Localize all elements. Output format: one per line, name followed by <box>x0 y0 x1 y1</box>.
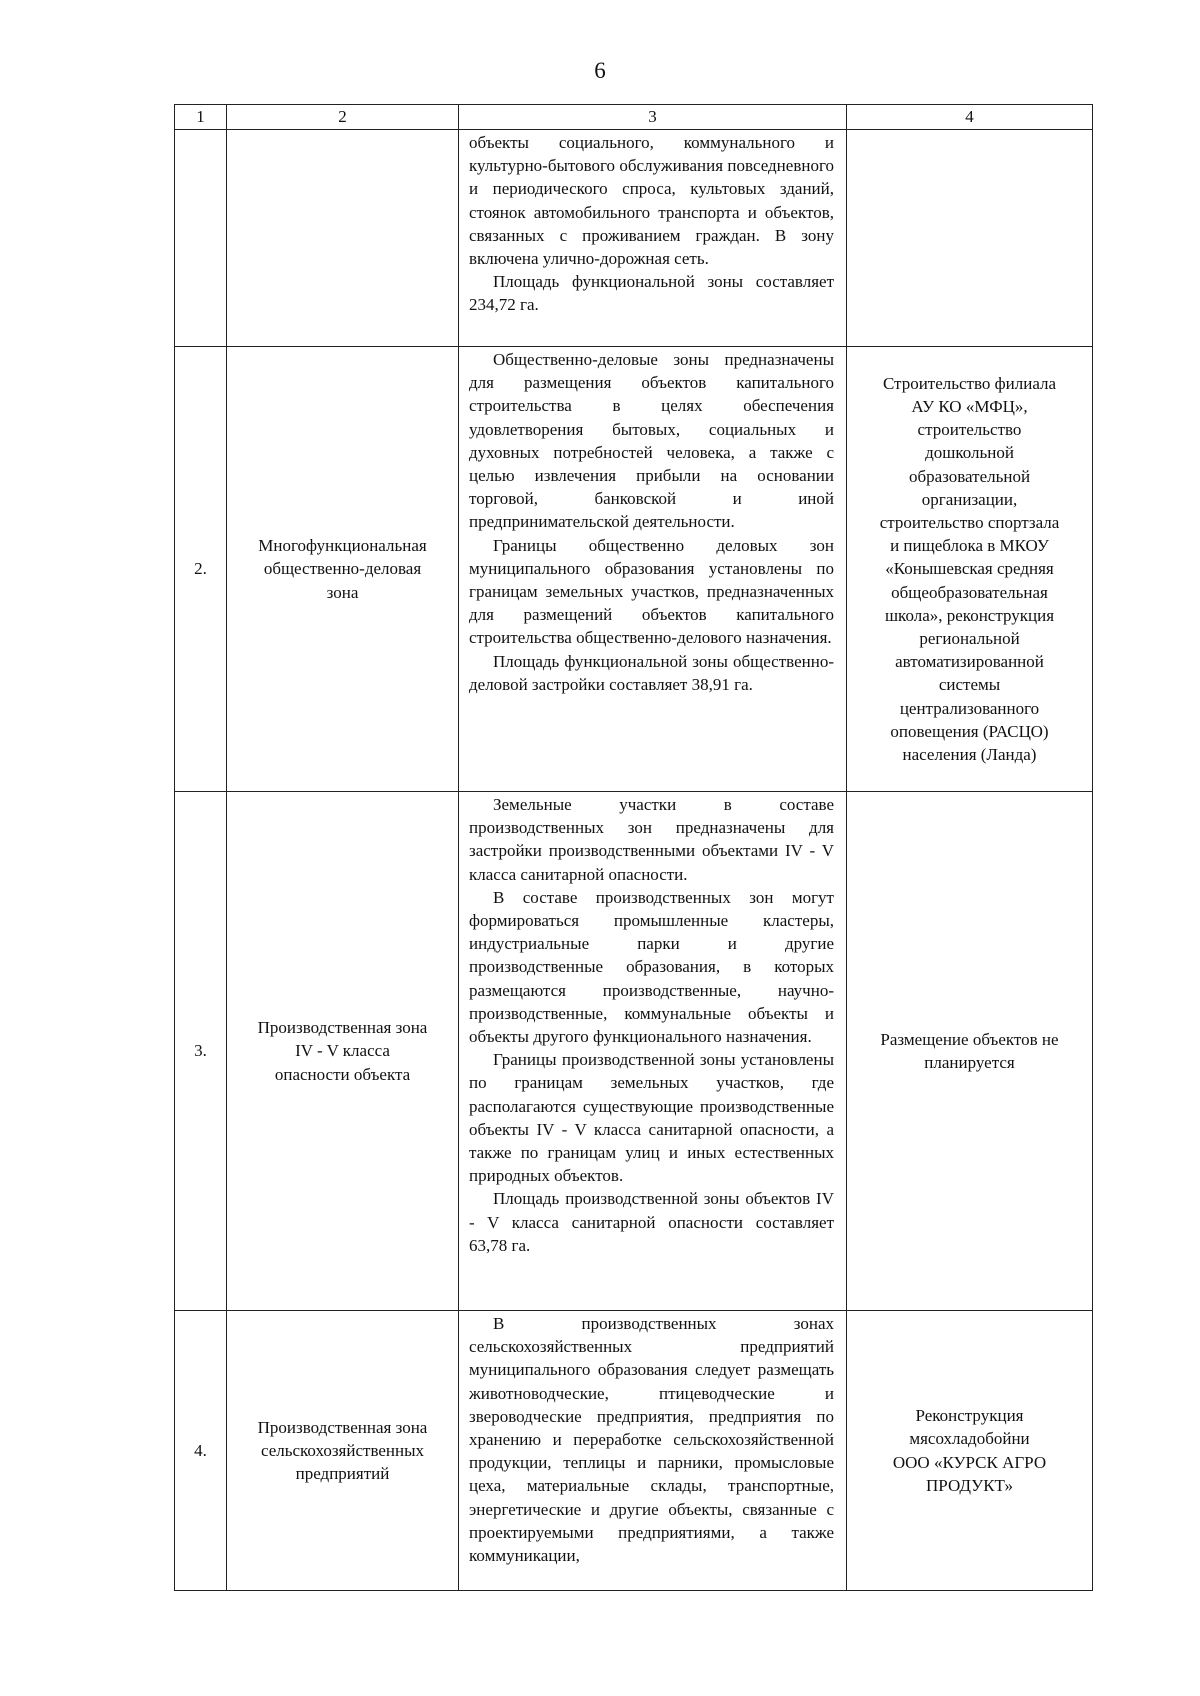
table-header-row <box>175 105 1093 130</box>
zone-name-line: Производственная зона <box>257 1018 428 1038</box>
description-paragraph: Земельные участки в составе производственных зон предназначены для застройки производственными объектами IV - V класса санитарной опасности. <box>469 795 834 884</box>
description-paragraph: В производственных зонах сельскохозяйственных предприятий муниципального образования следует размещать животноводческие, птицеводческие и звероводческие предприятия, предприятия по хранению и переработке сельскохозяйственной продукции, теплицы и парники, промысловые цеха, материальные склады, транспортные, энергетические и другие объекты, связанные с проектируемыми предприятиями, а также коммуникации, <box>469 1314 834 1566</box>
plan-line: ООО «КУРСК АГРО <box>892 1452 1047 1472</box>
plan-line: оповещения (РАСЦО) <box>890 721 1049 741</box>
planned-activities <box>847 347 1093 792</box>
table-row <box>175 347 1093 792</box>
plan-line: региональной <box>919 629 1020 648</box>
header-cell: 4 <box>847 105 1093 130</box>
description-paragraph: Общественно-деловые зоны предназначены для размещения объектов капитального строительства в целях обеспечения удовлетворения бытовых, социальных и духовных потребностей человека, а также с целью извлечения прибыли на основании торговой, банковской и иной предпринимательской деятельности. <box>469 350 834 532</box>
zone-name-line: зона <box>326 582 359 602</box>
planned-activities <box>847 792 1093 1311</box>
description-paragraph: Площадь функциональной зоны общественно-деловой застройки составляет 38,91 га. <box>469 651 834 694</box>
table-row <box>175 792 1093 1311</box>
plan-line: мясохладобойни <box>909 1429 1030 1449</box>
description-paragraph: Границы общественно деловых зон муниципального образования установлены по границам земельных участков, предназначенных для размещений объектов капитального строительства общественно-делового назначения. <box>469 535 834 648</box>
planned-activities <box>847 1311 1093 1591</box>
table-row <box>175 130 1093 347</box>
plan-line: Размещение объектов не <box>880 1029 1059 1049</box>
description-paragraph: Границы производственной зоны установлены по границам земельных участков, где располагаются существующие производственные объекты IV - V класса санитарной опасности, а также по границам улиц и иных естественных природных объектов. <box>469 1050 834 1186</box>
zones-table <box>174 104 1093 1591</box>
zone-description <box>459 347 847 792</box>
header-cell: 3 <box>459 105 847 130</box>
header-cell: 2 <box>227 105 459 130</box>
plan-line: Строительство филиала <box>882 373 1057 393</box>
header-cell: 1 <box>175 105 227 130</box>
zone-name-line: сельскохозяйственных <box>260 1440 425 1460</box>
plan-line: «Конышевская средняя <box>885 559 1054 579</box>
plan-line: организации, <box>921 489 1018 509</box>
description-paragraph: В составе производственных зон могут формироваться промышленные кластеры, индустриальные парки и другие производственные образования, в которых размещаются производственные, научно-производственные, коммунальные объекты и объекты другого функционального назначения. <box>469 887 834 1047</box>
zone-name-line: IV - V класса <box>295 1041 390 1061</box>
table-row <box>175 1311 1093 1591</box>
description-paragraph: объекты социального, коммунального и культурно-бытового обслуживания повседневного и периодического спроса, культовых зданий, стоянок автомобильного транспорта и объектов, связанных с проживанием граждан. В зону включена улично-дорожная сеть. <box>469 133 834 269</box>
plan-line: АУ КО «МФЦ», <box>911 396 1028 416</box>
plan-line: централизованного <box>899 698 1040 718</box>
description-paragraph: Площадь производственной зоны объектов IV - V класса санитарной опасности составляет 63,78 га. <box>469 1189 834 1255</box>
row-number: 2. <box>175 347 227 792</box>
plan-line: строительство <box>917 420 1022 440</box>
row-number: 3. <box>175 792 227 1311</box>
plan-line: системы <box>938 675 1001 695</box>
zone-name-line: предприятий <box>295 1464 390 1484</box>
plan-line: образовательной <box>908 466 1031 486</box>
planned-activities <box>847 130 1093 347</box>
plan-line: школа», реконструкция <box>884 605 1055 625</box>
plan-line: строительство спортзала <box>879 512 1060 532</box>
zone-name-line: Производственная зона <box>257 1417 428 1437</box>
plan-line: населения (Ланда) <box>902 745 1037 765</box>
zone-name <box>227 792 459 1311</box>
plan-line: автоматизированной <box>895 652 1044 672</box>
plan-line: планируется <box>924 1053 1015 1072</box>
zone-description <box>459 130 847 347</box>
zone-description <box>459 792 847 1311</box>
zone-name-line: Многофункциональная <box>258 536 427 556</box>
row-number: 4. <box>175 1311 227 1591</box>
page-number: 6 <box>594 58 606 83</box>
row-number <box>175 130 227 347</box>
description-paragraph: Площадь функциональной зоны составляет 234,72 га. <box>469 272 834 315</box>
plan-line: и пищеблока в МКОУ <box>890 536 1049 556</box>
plan-line: дошкольной <box>925 443 1014 463</box>
plan-line: ПРОДУКТ» <box>926 1475 1013 1495</box>
zone-name-line: общественно-деловая <box>263 559 422 579</box>
zone-name <box>227 130 459 347</box>
zone-description <box>459 1311 847 1591</box>
zone-name <box>227 347 459 792</box>
plan-line: общеобразовательная <box>891 582 1048 602</box>
zone-name-line: опасности объекта <box>274 1064 411 1084</box>
plan-line: Реконструкция <box>915 1406 1024 1426</box>
zone-name <box>227 1311 459 1591</box>
